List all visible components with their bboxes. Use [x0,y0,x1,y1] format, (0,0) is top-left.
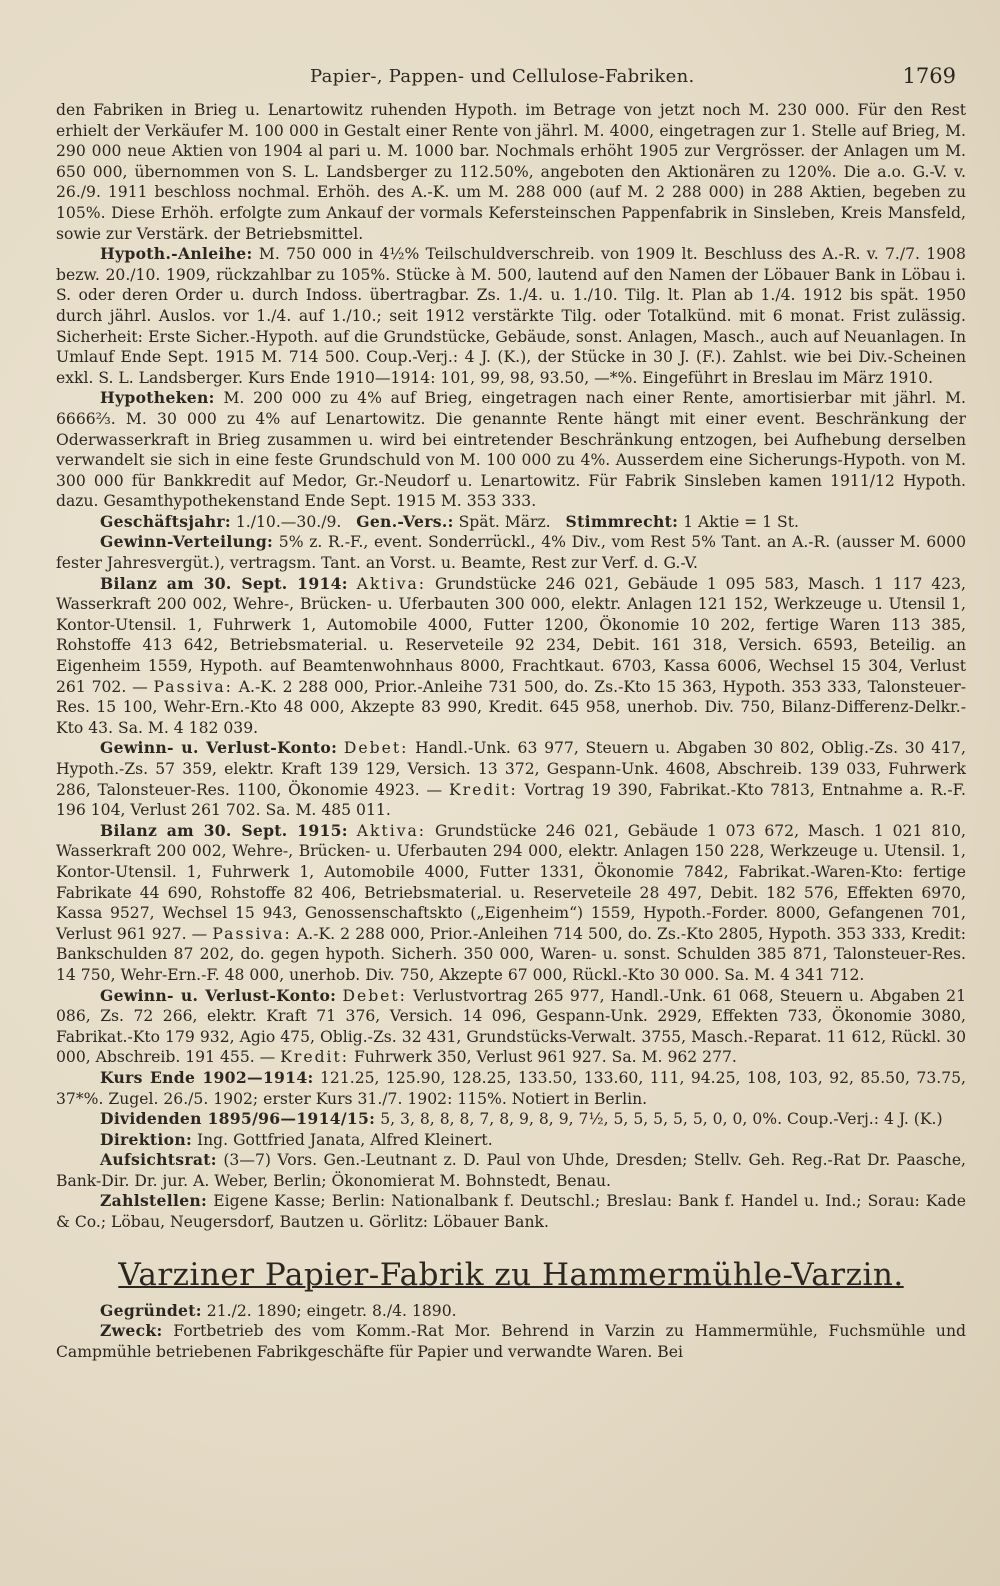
section-hypotheken [56,388,966,512]
section-text: M. 200 000 zu 4% auf Brieg, eingetragen nach einer Rente, amortisierbar mit jährl. M. 6666⅔. M. 30 000 zu 4% auf Lenartowitz. Die genannte Rente hängt mit einer event. Beschränkung der Oderwasserkraft in Brieg zusammen u. wird bei eintretender Beschränkung entzogen, bei Aufhebung derselben verwandelt sie sich in eine feste Grundschuld von M. 100 000 zu 4%. Ausserdem eine Sicherungs-Hypoth. von M. 300 000 für Bankkredit auf Medor, Gr.-Neudorf u. Lenartowitz. Für Fabrik Sinsleben kamen 1911/12 Hypoth. dazu. Gesamthypothekenstand Ende Sept. 1915 M. 353 333. [56,389,966,511]
section-guv-1914 [56,738,966,820]
section-text: Spät. März. [458,512,551,531]
section-label: Stimmrecht: [565,511,679,531]
keyword: Aktiva: [356,821,427,840]
section-label: Gegründet: [100,1300,202,1320]
section-text: 1 Aktie = 1 St. [683,512,799,531]
section-text: Grundstücke 246 021, Gebäude 1 073 672, Masch. 1 021 810, Wasserkraft 200 002, Wehre-, Brücken- u. Uferbauten 294 000, elektr. Anlagen 150 228, Werkzeuge u. Utensil. 1, Kontor-Utensil. 1, Fuhrwerk 1, Automobile 4000, Futter 1331, Ökonomie 7842, Fabrikat.-Waren-Kto: fertige Fabrikate 44 690, Rohstoffe 82 406, Betriebsmaterial. u. Reserveteile 28 497, Debit. 182 576, Effekten 6970, Kassa 9527, Wechsel 15 943, Genossenschaftskto („Eigenheim“) 1559, Hypoth.-Forder. 8000, Gefangenen 701, Verlust 961 927. — [56,821,966,943]
section-label: Geschäftsjahr: [100,511,231,531]
section-text: Grundstücke 246 021, Gebäude 1 095 583, Masch. 1 117 423, Wasserkraft 200 002, Wehre-, Brücken- u. Uferbauten 300 000, elektr. Anlagen 121 152, Werkzeuge u. Utensil 1, Kontor-Utensil. 1, Fuhrwerk 1, Automobile 4000, Futter 1200, Ökonomie 10 202, fertige Waren 113 385, Rohstoffe 413 642, Betriebsmaterial. u. Reserveteile 92 234, Debit. 161 318, Versich. 6593, Beteilig. an Eigenheim 1559, Hypoth. auf Beamtenwohnhaus 8000, Frachtkaut. 6703, Kassa 6006, Wechsel 15 304, Verlust 261 702. — [56,574,966,696]
keyword: Passiva: [153,677,233,696]
company-heading [56,1255,966,1295]
company-founded [56,1301,966,1322]
section-text: Eigene Kasse; Berlin: Nationalbank f. Deutschl.; Breslau: Bank f. Handel u. Ind.; Sorau: Kade & Co.; Löbau, Neugersdorf, Bautzen u. Görlitz: Löbauer Bank. [56,1192,966,1232]
section-text: 5% z. R.-F., event. Sonderrückl., 4% Div., vom Rest 5% Tant. an A.-R. (ausser M. 6000 fester Jahresvergüt.), vertragsm. Tant. an Vorst. u. Beamte, Rest zur Verf. d. G.-V. [56,533,966,573]
running-title: Papier-, Pappen- und Cellulose-Fabriken. [310,66,695,87]
section-label: Hypoth.-Anleihe: [100,244,253,264]
section-bilanz-1914 [56,574,966,739]
section-geschaeftsjahr [56,512,966,533]
section-text: 1./10.—30./9. [235,512,342,531]
section-direktion [56,1130,966,1151]
keyword: Debet: [342,986,407,1005]
section-label: Dividenden 1895/96—1914/15: [100,1109,376,1129]
section-label: Zweck: [100,1321,163,1341]
company-name: Varziner Papier-Fabrik zu Hammermühle-Varzin. [118,1256,904,1293]
section-label: Gewinn-Verteilung: [100,532,274,552]
section-label: Hypotheken: [100,388,215,408]
section-text: (3—7) Vors. Gen.-Leutnant z. D. Paul von Uhde, Dresden; Stellv. Geh. Reg.-Rat Dr. Paasche, Bank-Dir. Dr. jur. A. Weber, Berlin; Ökonomierat M. Bohnstedt, Benau. [56,1151,966,1190]
keyword: Debet: [343,739,409,758]
section-text: Vortrag 19 390, Fabrikat.-Kto 7813, Entnahme a. R.-F. 196 104, Verlust 261 702. Sa. M. 485 011. [56,780,966,820]
section-dividenden [56,1109,966,1130]
section-aufsichtsrat [56,1150,966,1191]
section-label: Gen.-Vers.: [356,511,454,531]
page-number: 1769 [902,64,956,88]
section-text: 121.25, 125.90, 128.25, 133.50, 133.60, 111, 94.25, 108, 103, 92, 85.50, 73.75, 37*%. Zugel. 26./5. 1902; erster Kurs 31./7. 1902: 115%. Notiert in Berlin. [56,1068,966,1108]
section-bilanz-1915 [56,821,966,986]
section-text: Handl.-Unk. 63 977, Steuern u. Abgaben 30 802, Oblig.-Zs. 30 417, Hypoth.-Zs. 57 359, elektr. Kraft 139 129, Versich. 13 372, Gespann-Unk. 4608, Abschreib. 139 033, Fuhrwerk 286, Talonsteuer-Res. 1100, Ökonomie 4923. — [56,739,967,799]
section-text: Verlustvortrag 265 977, Handl.-Unk. 61 068, Steuern u. Abgaben 21 086, Zs. 72 266, elektr. Kraft 71 376, Versich. 14 096, Gespann-Unk. 2929, Effekten 733, Ökonomie 3080, Fabrikat.-Kto 179 932, Agio 475, Oblig.-Zs. 32 431, Grundstücks-Verwalt. 3755, Masch.-Reparat. 11 612, Rückl. 30 000, Abschreib. 191 455. — [56,986,966,1067]
section-label: Aufsichtsrat: [100,1150,217,1170]
intro-paragraph: den Fabriken in Brieg u. Lenartowitz ruhenden Hypoth. im Betrage von jetzt noch M. 230 000. Für den Rest erhielt der Verkäufer M. 100 000 in Gestalt einer Rente von jährl. M. 4000, eingetragen zur 1. Stelle auf Brieg, M. 290 000 neue Aktien von 1904 al pari u. M. 1000 bar. Nochmals erhöht 1905 zur Vergrösser. der Anlagen um M. 650 000, übernommen von S. L. Landsberger zu 112.50%, angeboten den Aktionären zu 120%. Die a.o. G.-V. v. 26./9. 1911 beschloss nochmal. Erhöh. des A.-K. um M. 288 000 (auf M. 2 288 000) in 288 Aktien, begeben zu 105%. Diese Erhöh. erfolgte zum Ankauf der vormals Kefersteinschen Pappenfabrik in Sinsleben, Kreis Mansfeld, sowie zur Verstärk. der Betriebsmittel. [56,101,966,243]
section-text: M. 750 000 in 4½% Teilschuldverschreib. von 1909 lt. Beschluss des A.-R. v. 7./7. 1908 bezw. 20./10. 1909, rückzahlbar zu 105%. Stücke à M. 500, lautend auf den Namen der Löbauer Bank in Löbau i. S. oder deren Order u. durch Indoss. übertragbar. Zs. 1./4. u. 1./10. Tilg. lt. Plan ab 1./4. 1912 bis spät. 1950 durch jährl. Auslos. vor 1./4. auf 1./10.; seit 1912 verstärkte Tilg. oder Totalkünd. mit 6 monat. Frist zulässig. Sicherheit: Erste Sicher.-Hypoth. auf die Grundstücke, Gebäude, sonst. Anlagen, Masch., auch auf Neuanlagen. In Umlauf Ende Sept. 1915 M. 714 500. Coup.-Verj.: 4 J. (K.), der Stücke in 30 J. (F.). Zahlst. wie bei Div.-Scheinen exkl. S. L. Landsberger. Kurs Ende 1910—1914: 101, 99, 98, 93.50, —*%. Eingeführt in Breslau im März 1910. [56,245,966,387]
keyword: Kredit: [280,1048,350,1067]
section-text: 5, 3, 8, 8, 8, 7, 8, 9, 8, 9, 7½, 5, 5, 5, 5, 5, 0, 0, 0%. Coup.-Verj.: 4 J. (K.) [380,1110,943,1129]
keyword: Aktiva: [356,574,427,593]
section-text: Fortbetrieb des vom Komm.-Rat Mor. Behrend in Varzin zu Hammermühle, Fuchsmühle und Campmühle betriebenen Fabrikgeschäfte für Papier und verwandte Waren. Bei [56,1322,966,1361]
section-label: Bilanz am 30. Sept. 1914: [100,573,348,593]
section-kurs [56,1068,966,1109]
section-zahlstellen [56,1191,966,1232]
section-gewinn-verteilung [56,532,966,573]
document-body [56,100,966,1362]
section-label: Zahlstellen: [100,1191,208,1211]
company-purpose [56,1321,966,1362]
section-text: A.-K. 2 288 000, Prior.-Anleihe 731 500, do. Zs.-Kto 15 363, Hypoth. 353 333, Talonsteuer-Res. 15 100, Wehr-Ern.-Kto 48 000, Akzepte 83 990, Kredit. 645 958, unerhob. Div. 750, Bilanz-Differenz-Delkr.-Kto 43. Sa. M. 4 182 039. [56,677,966,737]
section-label: Direktion: [100,1129,193,1149]
section-text: Ing. Gottfried Janata, Alfred Kleinert. [196,1130,493,1149]
section-guv-1915 [56,986,966,1068]
section-text: A.-K. 2 288 000, Prior.-Anleihen 714 500, do. Zs.-Kto 2805, Hypoth. 353 333, Kredit: Bankschulden 87 202, do. gegen hypoth. Sicherh. 350 000, Waren- u. sonst. Schulden 385 871, Talonsteuer-Res. 14 750, Wehr-Ern.-F. 48 000, unerhob. Div. 750, Akzepte 67 000, Rückl.-Kto 30 000. Sa. M. 4 341 712. [56,924,966,984]
keyword: Passiva: [212,924,292,943]
section-label: Bilanz am 30. Sept. 1915: [100,820,348,840]
section-label: Gewinn- u. Verlust-Konto: [100,738,338,758]
section-text: 21./2. 1890; eingetr. 8./4. 1890. [206,1301,457,1320]
page-header [56,62,966,100]
section-hypoth-anleihe [56,244,966,388]
section-label: Gewinn- u. Verlust-Konto: [100,985,337,1005]
section-text: Fuhrwerk 350, Verlust 961 927. Sa. M. 962 277. [354,1048,737,1067]
section-label: Kurs Ende 1902—1914: [100,1067,314,1087]
keyword: Kredit: [448,780,518,799]
